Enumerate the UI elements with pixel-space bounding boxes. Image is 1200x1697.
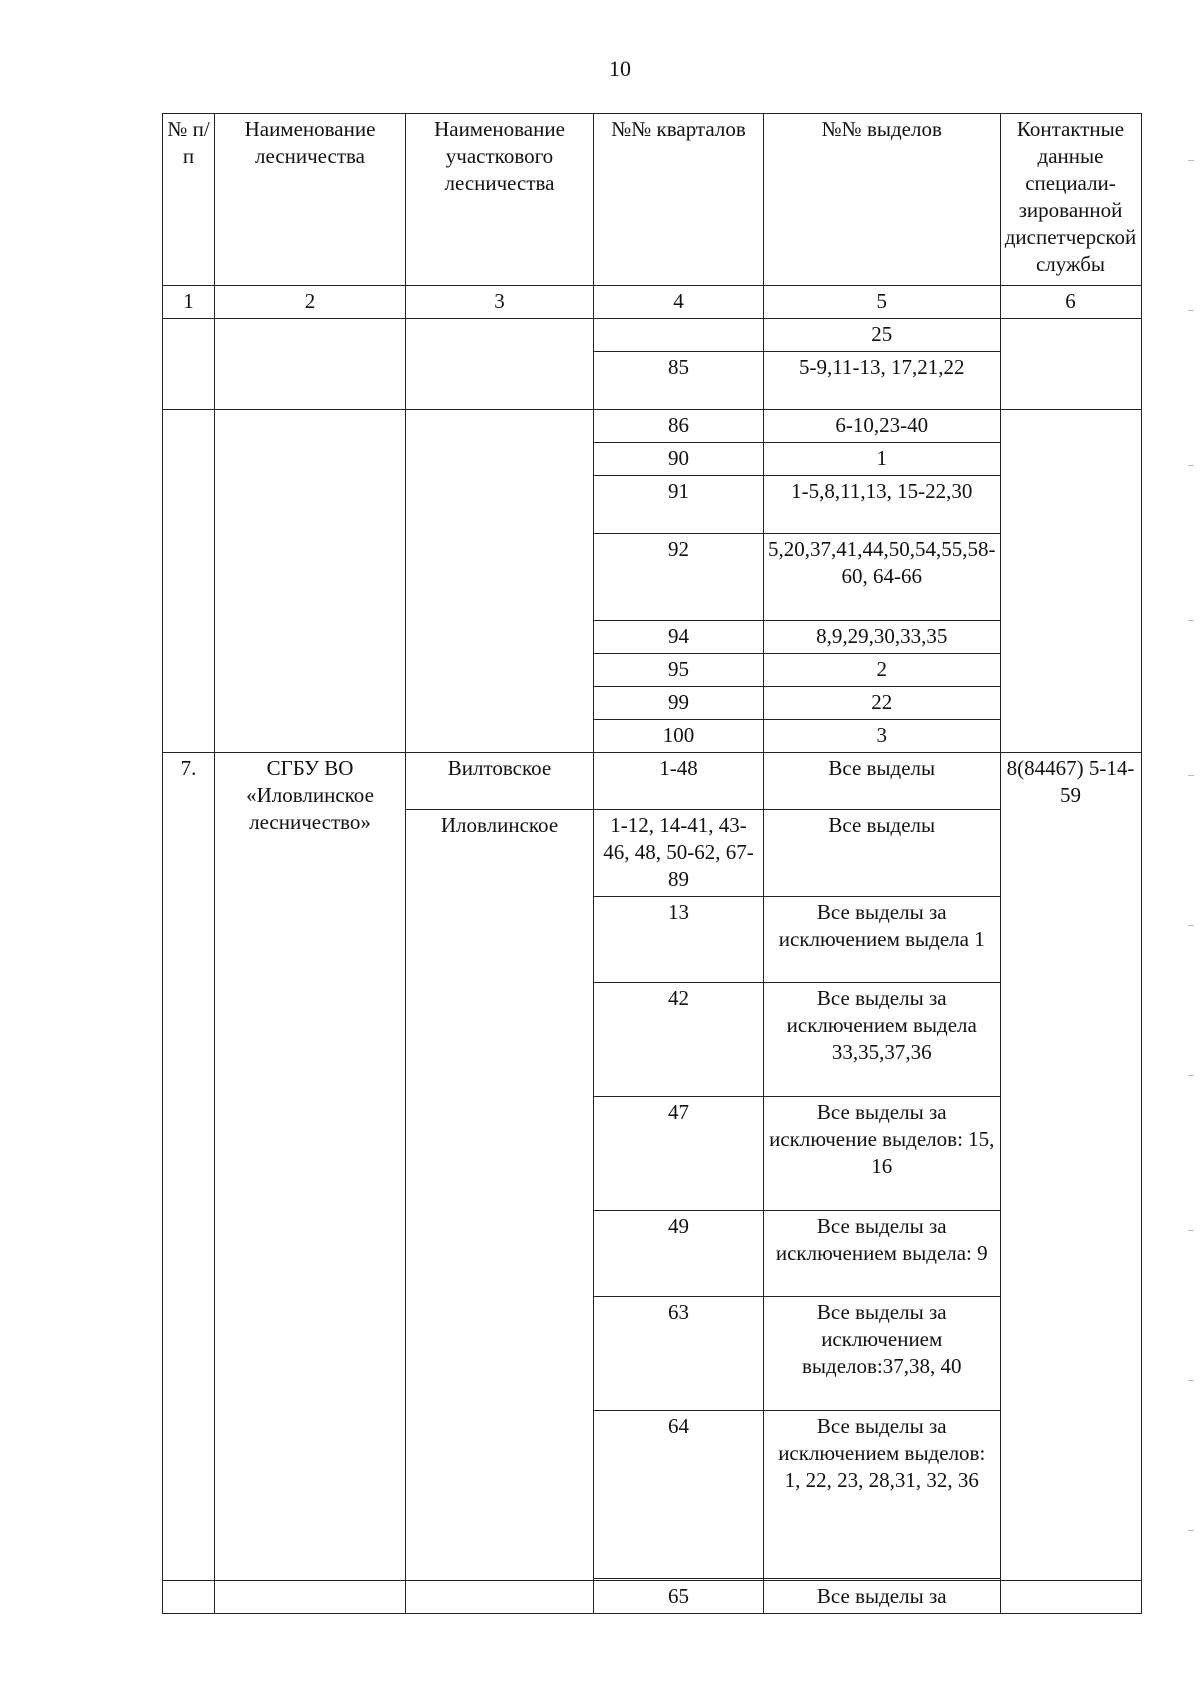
scan-mark: [1188, 1530, 1194, 1531]
kvartal-cell: 47: [594, 1097, 764, 1211]
scan-mark: [1188, 1380, 1194, 1381]
uchastok-cell: [406, 319, 594, 410]
vydel-cell: 1-5,8,11,13, 15-22,30: [764, 476, 1001, 534]
num-cell: [163, 319, 215, 410]
vydel-cell: Все выделы: [764, 753, 1001, 810]
kvartal-cell: 63: [594, 1297, 764, 1411]
vydel-cell: Все выделы за исключением выделов: 1, 22, 23, 28,31, 32, 36: [764, 1411, 1001, 1579]
kvartal-cell: 94: [594, 621, 764, 654]
vydel-cell: 1: [764, 443, 1001, 476]
scan-mark: [1188, 1075, 1194, 1076]
vydel-cell: 3: [764, 720, 1001, 753]
vydel-cell: 2: [764, 654, 1001, 687]
kvartal-cell: 64: [594, 1411, 764, 1579]
section-number: 7.: [163, 753, 215, 1581]
table-row: [163, 753, 1142, 810]
column-number: 6: [1000, 286, 1141, 319]
kvartal-cell: 91: [594, 476, 764, 534]
kvartal-cell: 49: [594, 1211, 764, 1297]
forestry-table: [162, 113, 1142, 1614]
kvartal-cell: 86: [594, 410, 764, 443]
header-cell: Наименование участкового лесничества: [406, 114, 594, 286]
kvartal-cell: 95: [594, 654, 764, 687]
kvartal-cell: 100: [594, 720, 764, 753]
vydel-cell: 6-10,23-40: [764, 410, 1001, 443]
contact-cell: 8(84467) 5-14-59: [1000, 753, 1141, 1581]
scan-mark: [1188, 160, 1194, 161]
lesnichestvo-cell: [215, 410, 406, 753]
lesnichestvo-name: СГБУ ВО «Иловлинское лесничество»: [215, 753, 406, 1581]
header-row: [163, 114, 1142, 286]
scan-mark: [1188, 310, 1194, 311]
contact-cell: [1000, 1581, 1141, 1614]
column-number: 4: [594, 286, 764, 319]
kvartal-cell: 65: [594, 1581, 764, 1614]
header-cell: №№ кварталов: [594, 114, 764, 286]
num-cell: [163, 410, 215, 753]
vydel-cell: Все выделы за исключением выдела: 9: [764, 1211, 1001, 1297]
vydel-cell: 8,9,29,30,33,35: [764, 621, 1001, 654]
page-number: 10: [609, 56, 631, 81]
column-number: 3: [406, 286, 594, 319]
lesnichestvo-cell: [215, 1581, 406, 1614]
vydel-cell: Все выделы за исключение выделов: 15, 16: [764, 1097, 1001, 1211]
vydel-cell: Все выделы за исключением выдела 1: [764, 897, 1001, 983]
kvartal-cell: 1-12, 14-41, 43-46, 48, 50-62, 67-89: [594, 810, 764, 897]
kvartal-cell: 13: [594, 897, 764, 983]
vydel-cell: 5,20,37,41,44,50,54,55,58-60, 64-66: [764, 534, 1001, 621]
column-number: 2: [215, 286, 406, 319]
uchastok-cell: [406, 410, 594, 753]
kvartal-cell: 1-48: [594, 753, 764, 810]
contact-cell: [1000, 410, 1141, 753]
lesnichestvo-cell: [215, 319, 406, 410]
kvartal-cell: 85: [594, 352, 764, 410]
table-row: [163, 319, 1142, 352]
contact-cell: [1000, 319, 1141, 410]
num-cell: [163, 1581, 215, 1614]
vydel-cell: Все выделы за исключением выдела 33,35,37,36: [764, 983, 1001, 1097]
kvartal-cell: 42: [594, 983, 764, 1097]
vydel-cell: 5-9,11-13, 17,21,22: [764, 352, 1001, 410]
scan-mark: [1188, 925, 1194, 926]
scan-mark: [1188, 775, 1194, 776]
uchastok-name: Иловлинское: [406, 810, 594, 1581]
column-number: 5: [764, 286, 1001, 319]
uchastok-cell: [406, 1581, 594, 1614]
scan-mark: [1188, 465, 1194, 466]
vydel-cell: 25: [764, 319, 1001, 352]
column-number: 1: [163, 286, 215, 319]
kvartal-cell: 90: [594, 443, 764, 476]
kvartal-cell: [594, 319, 764, 352]
table-row: [163, 410, 1142, 443]
vydel-cell: Все выделы за исключением выделов:37,38, 40: [764, 1297, 1001, 1411]
scan-mark: [1188, 1230, 1194, 1231]
header-cell: №№ выделов: [764, 114, 1001, 286]
header-cell: № п/п: [163, 114, 215, 286]
uchastok-name: Вилтовское: [406, 753, 594, 810]
header-cell: Наименование лесничества: [215, 114, 406, 286]
kvartal-cell: 92: [594, 534, 764, 621]
vydel-cell: Все выделы: [764, 810, 1001, 897]
header-cell: Контактные данные специали-зированной диспетчерской службы: [1000, 114, 1141, 286]
vydel-cell: 22: [764, 687, 1001, 720]
vydel-cell: Все выделы за: [764, 1581, 1001, 1614]
kvartal-cell: 99: [594, 687, 764, 720]
column-number-row: [163, 286, 1142, 319]
scan-mark: [1188, 620, 1194, 621]
table-row: [163, 1581, 1142, 1614]
